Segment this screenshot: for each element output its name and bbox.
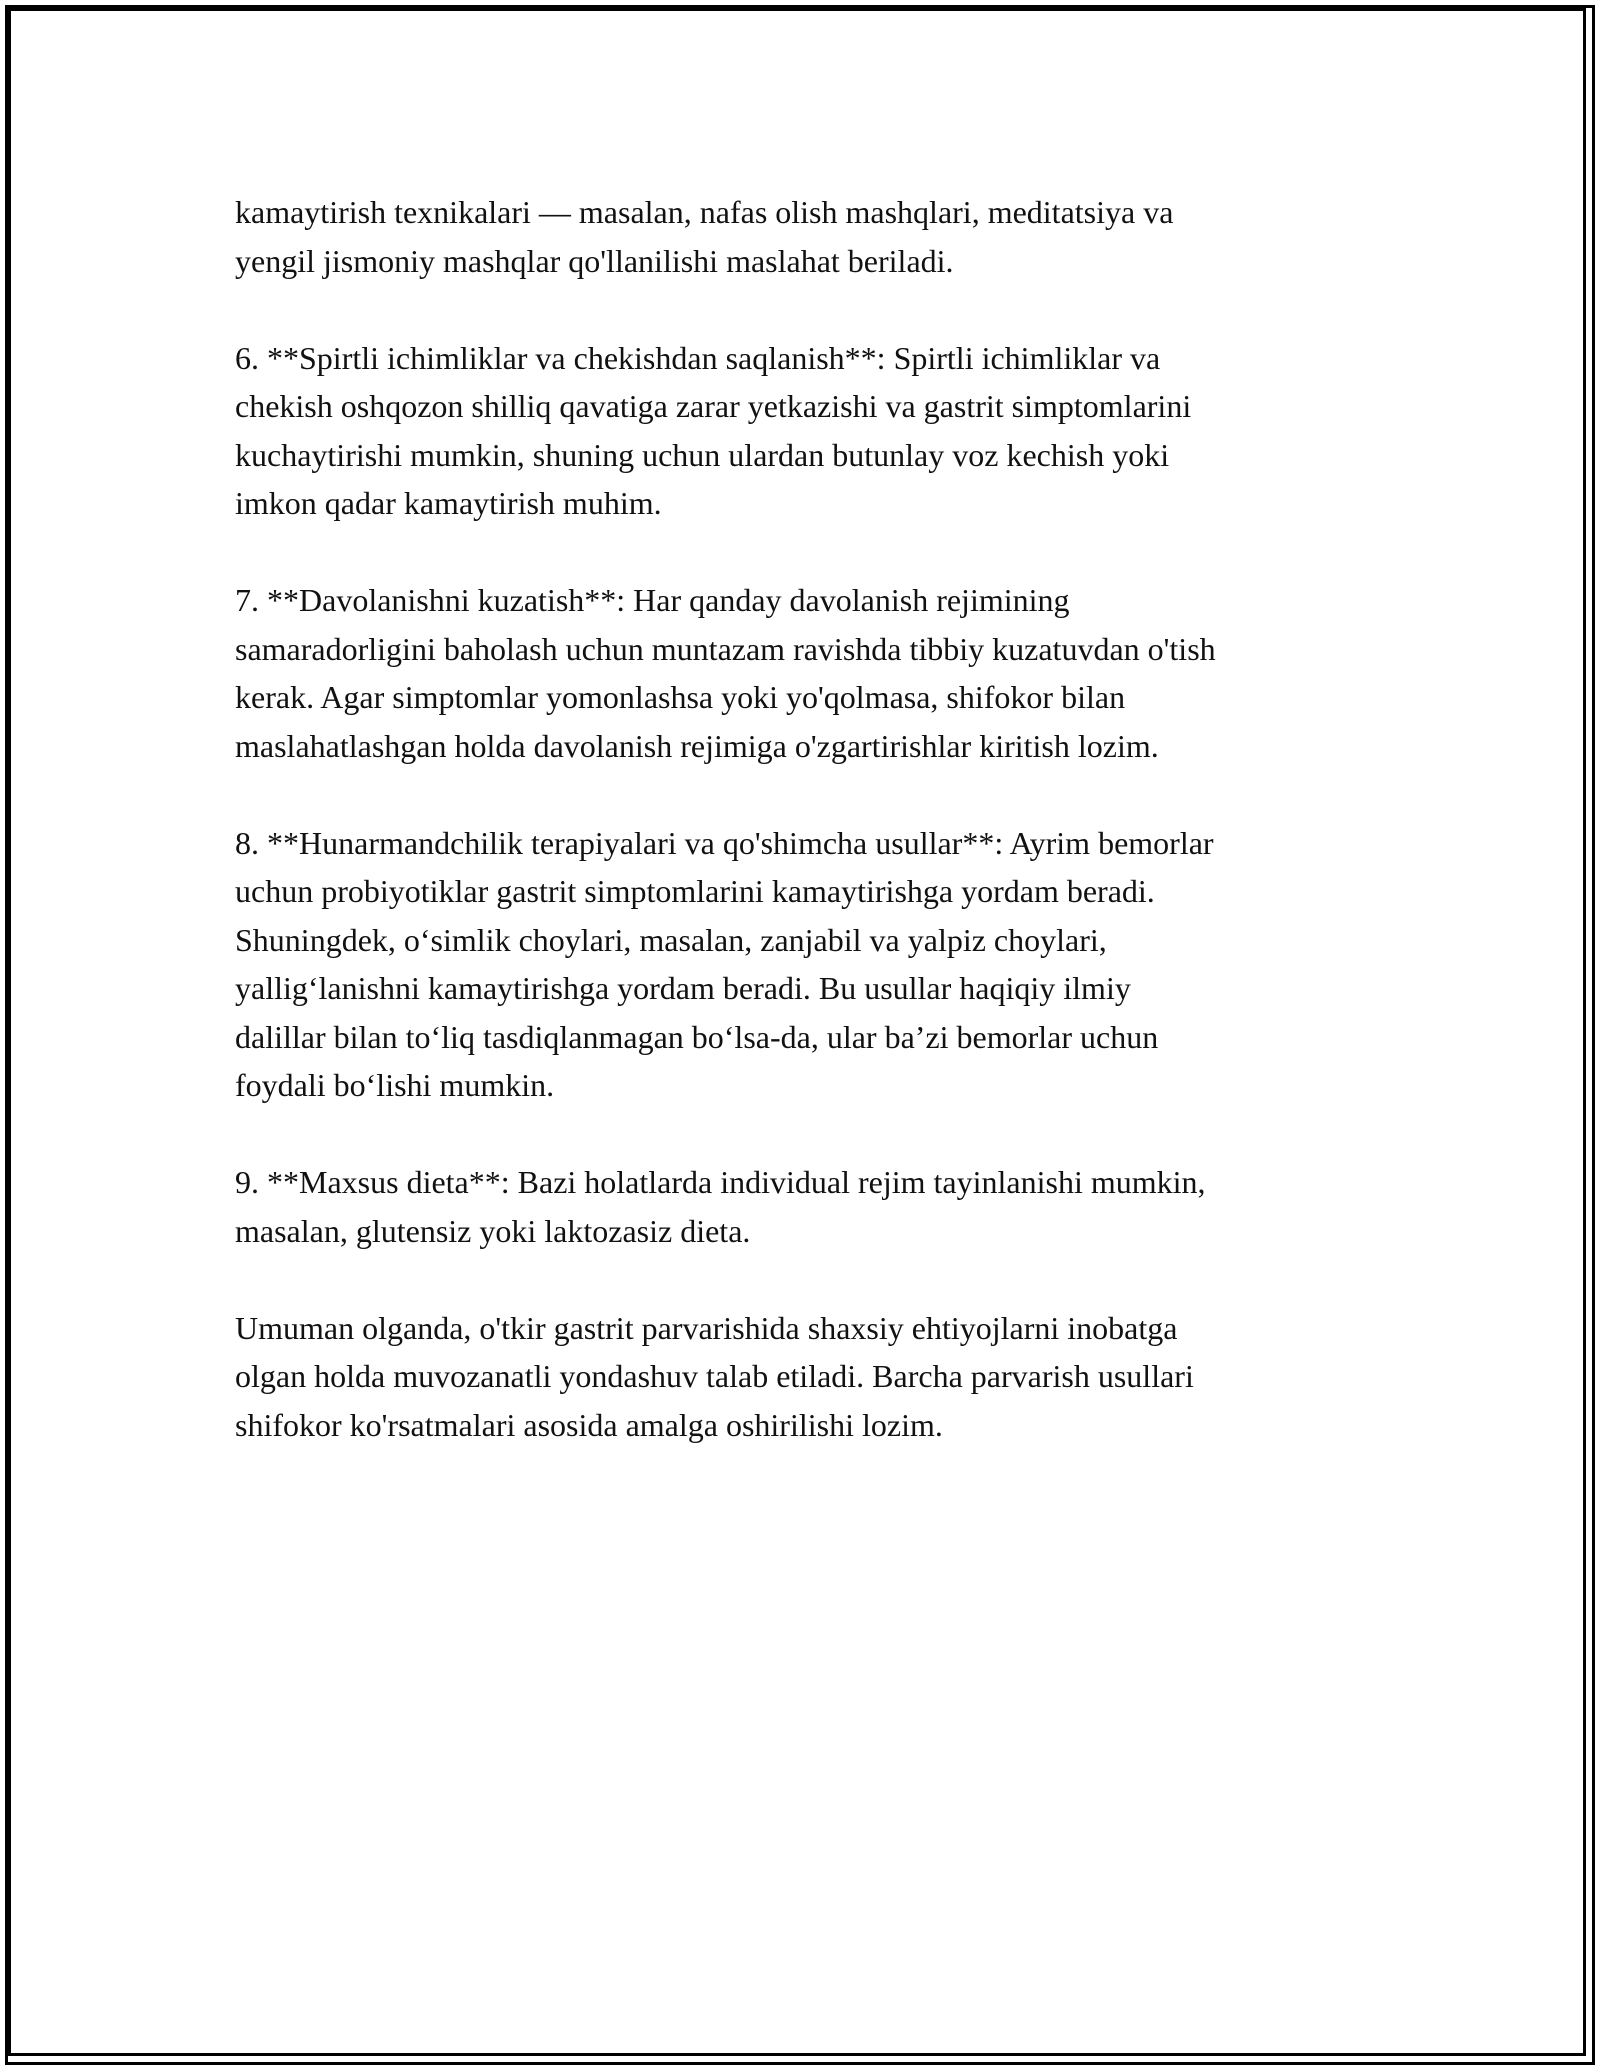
text-line: 6. **Spirtli ichimliklar va chekishdan saqlanish**: Spirtli ichimliklar va (235, 339, 1161, 376)
text-line: yengil jismoniy mashqlar qo'llanilishi maslahat beriladi. (235, 242, 954, 279)
paragraph-stress-reduction (235, 188, 1375, 285)
paragraph-item-8 (235, 819, 1375, 1110)
text-line: foydali bo‘lishi mumkin. (235, 1067, 555, 1103)
text-line: maslahatlashgan holda davolanish rejimiga o'zgartirishlar kiritish lozim. (235, 727, 1159, 764)
text-line: masalan, glutensiz yoki laktozasiz dieta. (235, 1212, 751, 1249)
paragraph-item-6 (235, 334, 1375, 528)
text-line: dalillar bilan to‘liq tasdiqlanmagan bo‘lsa-da, ular ba’zi bemorlar uchun (235, 1018, 1159, 1055)
paragraph-item-7 (235, 576, 1375, 770)
text-line: kuchaytirishi mumkin, shuning uchun ulardan butunlay voz kechish yoki (235, 436, 1170, 473)
text-line: kerak. Agar simptomlar yomonlashsa yoki yo'qolmasa, shifokor bilan (235, 679, 1126, 715)
paragraph-conclusion (235, 1304, 1375, 1450)
text-line: samaradorligini baholash uchun muntazam ravishda tibbiy kuzatuvdan o'tish (235, 630, 1216, 667)
text-line: uchun probiyotiklar gastrit simptomlarini kamaytirishga yordam beradi. (235, 873, 1155, 909)
paragraph-item-9 (235, 1158, 1375, 1255)
text-line: 9. **Maxsus dieta**: Bazi holatlarda individual rejim tayinlanishi mumkin, (235, 1164, 1206, 1200)
document-body (235, 188, 1375, 1498)
text-line: yallig‘lanishni kamaytirishga yordam beradi. Bu usullar haqiqiy ilmiy (235, 970, 1131, 1006)
text-line: olgan holda muvozanatli yondashuv talab etiladi. Barcha parvarish usullari (235, 1358, 1194, 1394)
text-line: chekish oshqozon shilliq qavatiga zarar yetkazishi va gastrit simptomlarini (235, 388, 1192, 424)
text-line: 8. **Hunarmandchilik terapiyalari va qo'shimcha usullar**: Ayrim bemorlar (235, 824, 1214, 861)
text-line: Shuningdek, o‘simlik choylari, masalan, zanjabil va yalpiz choylari, (235, 921, 1107, 958)
text-line: 7. **Davolanishni kuzatish**: Har qanday davolanish rejimining (235, 582, 1070, 618)
text-line: imkon qadar kamaytirish muhim. (235, 485, 662, 521)
text-line: Umuman olganda, o'tkir gastrit parvarishida shaxsiy ehtiyojlarni inobatga (235, 1309, 1178, 1346)
text-line: kamaytirish texnikalari — masalan, nafas olish mashqlari, meditatsiya va (235, 194, 1174, 230)
text-line: shifokor ko'rsatmalari asosida amalga oshirilishi lozim. (235, 1406, 943, 1443)
